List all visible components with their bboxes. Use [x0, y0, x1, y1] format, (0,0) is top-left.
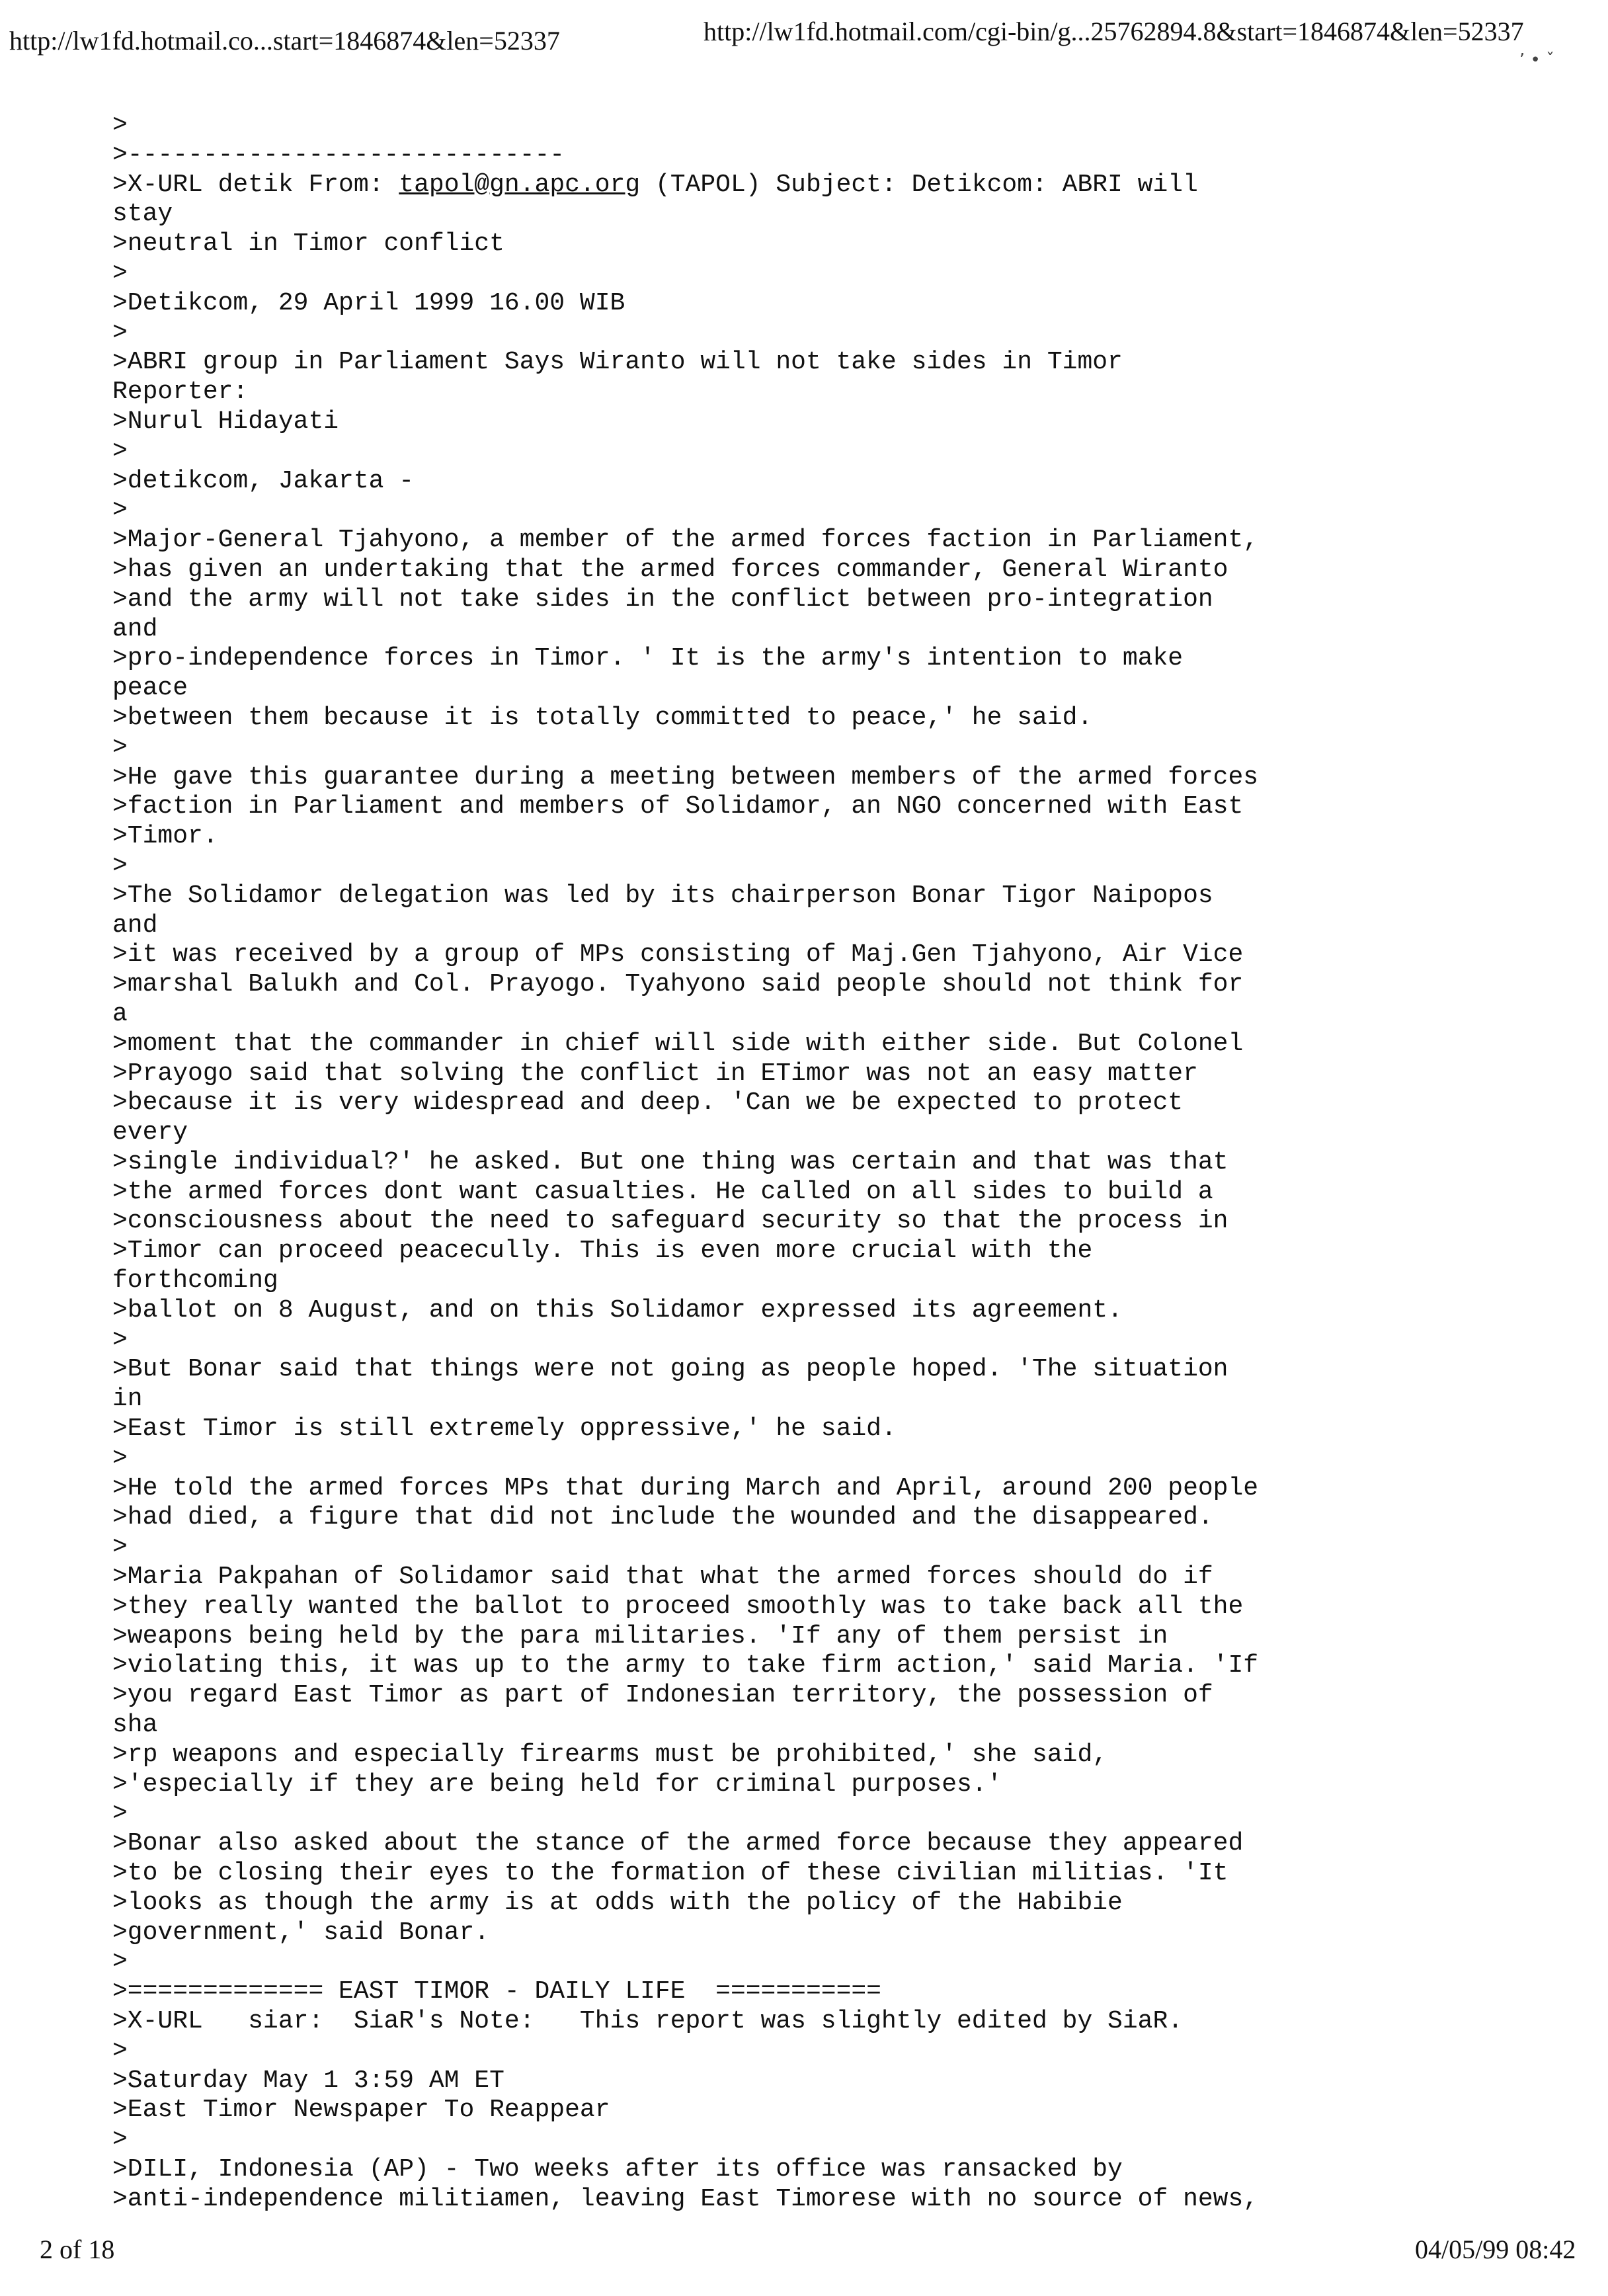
- email-line: sha: [112, 1711, 158, 1740]
- email-line: >between them because it is totally committed to peace,' he said.: [112, 703, 1093, 732]
- email-line: >: [112, 2125, 128, 2154]
- email-line: >ballot on 8 August, and on this Solidamor expressed its agreement.: [112, 1295, 1123, 1325]
- email-line: peace: [112, 674, 188, 703]
- email-line: >detikcom, Jakarta -: [112, 466, 415, 495]
- email-line: Reporter:: [112, 378, 249, 407]
- email-line: >: [112, 111, 128, 140]
- email-line: >Saturday May 1 3:59 AM ET: [112, 2066, 504, 2095]
- email-line: every: [112, 1118, 188, 1147]
- email-line: >X-URL siar: SiaR's Note: This report was slightly edited by SiaR.: [112, 2007, 1184, 2035]
- email-line: >: [112, 1325, 128, 1354]
- email-line: >Maria Pakpahan of Solidamor said that what the armed forces should do if: [112, 1563, 1213, 1592]
- email-line: >you regard East Timor as part of Indonesian territory, the possession of: [112, 1681, 1213, 1710]
- email-line: >single individual?' he asked. But one thing was certain and that was that: [112, 1147, 1228, 1176]
- email-line: >: [112, 1948, 128, 1977]
- email-line: >: [112, 259, 128, 288]
- email-line: >-----------------------------: [112, 140, 565, 169]
- email-line: >DILI, Indonesia (AP) - Two weeks after its office was ransacked by: [112, 2154, 1123, 2184]
- email-line: >Timor can proceed peacecully. This is even more crucial with the: [112, 1237, 1093, 1266]
- email-line: >violating this, it was up to the army to take firm action,' said Maria. 'If: [112, 1651, 1259, 1680]
- email-line: and: [112, 911, 158, 940]
- email-line: >Timor.: [112, 822, 218, 851]
- header-left-url: http://lw1fd.hotmail.co...start=1846874&len=52337: [9, 26, 560, 56]
- email-line: >the armed forces dont want casualties. He called on all sides to build a: [112, 1177, 1213, 1206]
- email-line: >faction in Parliament and members of Solidamor, an NGO concerned with East: [112, 792, 1244, 821]
- email-line: >rp weapons and especially firearms must be prohibited,' she said,: [112, 1740, 1108, 1769]
- email-body: [112, 111, 1593, 2215]
- email-line: >============= EAST TIMOR - DAILY LIFE ===========: [112, 1977, 881, 2006]
- email-line: >marshal Balukh and Col. Prayogo. Tyahyono said people should not think for: [112, 970, 1244, 999]
- email-line: >neutral in Timor conflict: [112, 229, 504, 259]
- page-number: 2 of 18: [40, 2234, 115, 2264]
- email-line: forthcoming: [112, 1266, 278, 1295]
- email-line: >and the army will not take sides in the conflict between pro-integration: [112, 585, 1213, 614]
- email-line: >anti-independence militiamen, leaving East Timorese with no source of news,: [112, 2184, 1259, 2213]
- email-line: >government,' said Bonar.: [112, 1918, 490, 1947]
- email-line: >Major-General Tjahyono, a member of the armed forces faction in Parliament,: [112, 526, 1259, 555]
- email-line: >Nurul Hidayati: [112, 407, 339, 436]
- email-line: >Bonar also asked about the stance of the armed force because they appeared: [112, 1829, 1244, 1858]
- email-line: >because it is very widespread and deep. 'Can we be expected to protect: [112, 1088, 1184, 1118]
- email-line: >: [112, 318, 128, 347]
- email-line: >: [112, 733, 128, 762]
- email-line: and: [112, 614, 158, 643]
- email-line: >has given an undertaking that the armed forces commander, General Wiranto: [112, 555, 1228, 584]
- email-line: >The Solidamor delegation was led by its chairperson Bonar Tigor Naipopos: [112, 881, 1213, 910]
- email-line: >East Timor Newspaper To Reappear: [112, 2096, 610, 2125]
- email-line: >it was received by a group of MPs consisting of Maj.Gen Tjahyono, Air Vice: [112, 940, 1244, 969]
- email-line: >: [112, 436, 128, 466]
- email-line: >'especially if they are being held for criminal purposes.': [112, 1770, 1002, 1799]
- email-line: >looks as though the army is at odds with the policy of the Habibie: [112, 1888, 1123, 1917]
- email-line: >But Bonar said that things were not going as people hoped. 'The situation: [112, 1355, 1228, 1384]
- print-datetime: 04/05/99 08:42: [1415, 2234, 1576, 2264]
- scan-mark-icon: ’ • ˇ: [1519, 50, 1555, 70]
- email-line: >: [112, 851, 128, 880]
- email-line: >pro-independence forces in Timor. ' It is the army's intention to make: [112, 644, 1184, 673]
- email-line: >Prayogo said that solving the conflict in ETimor was not an easy matter: [112, 1059, 1198, 1088]
- email-line: >consciousness about the need to safeguard security so that the process in: [112, 1207, 1228, 1236]
- email-line: >: [112, 1444, 128, 1473]
- email-line: >: [112, 496, 128, 525]
- email-line: >moment that the commander in chief will side with either side. But Colonel: [112, 1029, 1244, 1058]
- email-line: >He told the armed forces MPs that during March and April, around 200 people: [112, 1473, 1259, 1502]
- email-address-link[interactable]: tapol@gn.apc.org: [399, 170, 641, 199]
- email-line: >they really wanted the ballot to proceed smoothly was to take back all the: [112, 1592, 1244, 1621]
- email-line: >: [112, 1799, 128, 1828]
- email-line: >Detikcom, 29 April 1999 16.00 WIB: [112, 288, 625, 317]
- email-line: in: [112, 1385, 143, 1414]
- email-line: >ABRI group in Parliament Says Wiranto will not take sides in Timor: [112, 348, 1123, 377]
- email-line: >: [112, 2036, 128, 2065]
- email-line: >: [112, 1533, 128, 1562]
- email-line: >He gave this guarantee during a meeting between members of the armed forces: [112, 762, 1259, 792]
- email-line: >East Timor is still extremely oppressive,' he said.: [112, 1414, 897, 1444]
- email-line: >weapons being held by the para militaries. 'If any of them persist in: [112, 1621, 1168, 1651]
- email-line: >to be closing their eyes to the formation of these civilian militias. 'It: [112, 1859, 1228, 1888]
- email-line: stay: [112, 200, 173, 229]
- email-line: >had died, a figure that did not include the wounded and the disappeared.: [112, 1503, 1213, 1532]
- email-line: >X-URL detik From: tapol@gn.apc.org (TAPOL) Subject: Detikcom: ABRI will: [112, 170, 1198, 199]
- email-line: a: [112, 999, 128, 1028]
- header-right-url: http://lw1fd.hotmail.com/cgi-bin/g...25762894.8&start=1846874&len=52337: [704, 17, 1524, 46]
